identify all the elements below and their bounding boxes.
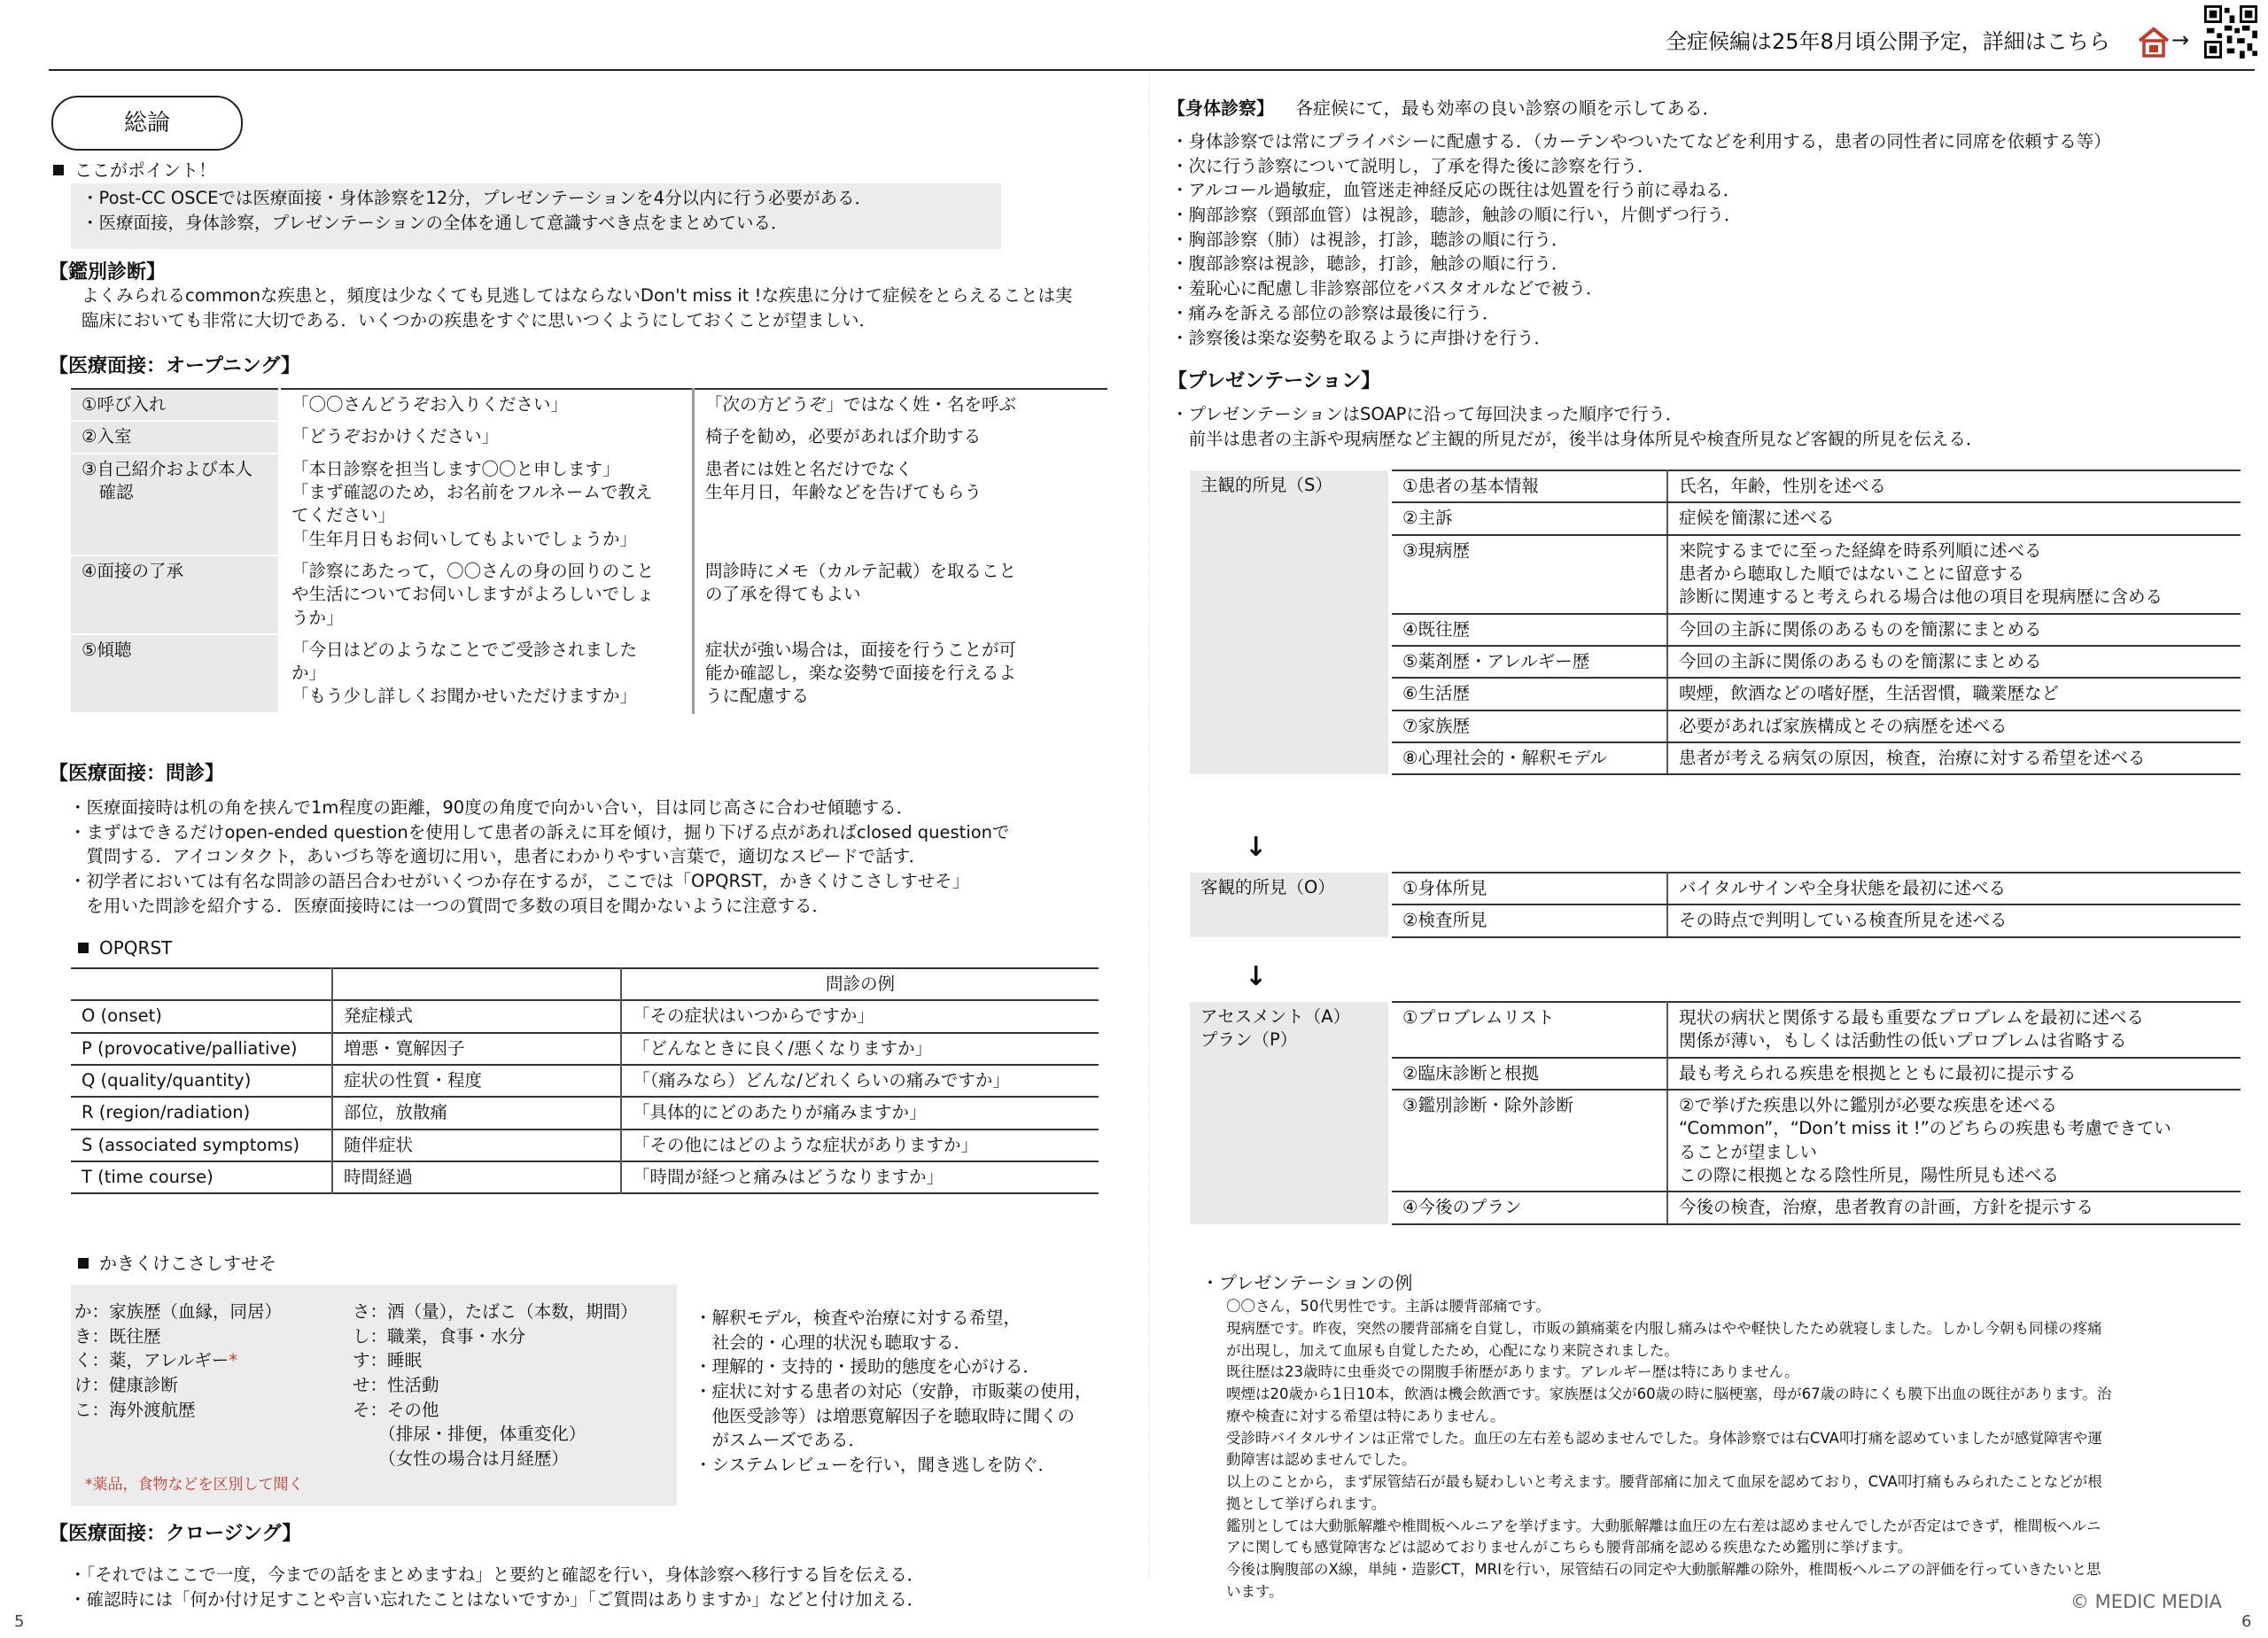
opening-phrase-line: 「どうぞおかけください」 bbox=[291, 426, 500, 447]
opening-note-line: 患者には姓と名だけでなく bbox=[705, 458, 913, 479]
opqrst-cell: 「時間が経つと痛みはどうなりますか」 bbox=[633, 1166, 944, 1187]
soap-desc bbox=[1667, 646, 2241, 678]
opqrst-cell: 増悪・寛解因子 bbox=[332, 1033, 621, 1065]
soap-desc-line: 患者が考える病気の原因，検査，治療に対する希望を述べる bbox=[1679, 747, 2146, 768]
kakiku-heading: かきくけこさしすせそ bbox=[78, 1251, 276, 1276]
opening-row bbox=[71, 421, 1107, 453]
opening-phrase-line: 「今日はどのようなことでご受診されました bbox=[291, 639, 638, 660]
page-number-left: 5 bbox=[14, 1612, 25, 1631]
opening-note bbox=[694, 421, 1108, 453]
opqrst-cell: 発症様式 bbox=[332, 1000, 621, 1032]
closing-text: ・「それではここで一度，今までの話をまとめますね」と要約と確認を行い，身体診察へ移行する旨を伝える． ・確認時には「何か付け足すことや言い忘れたことはないですか」「ご質問はありますか」などと付け加える． bbox=[69, 1564, 925, 1610]
opening-note bbox=[694, 389, 1108, 421]
opqrst-header-row bbox=[71, 968, 1099, 1000]
opening-phrase-line: 「もう少し詳しくお聞かせいただけますか」 bbox=[291, 686, 638, 707]
soap-desc bbox=[1667, 678, 2241, 710]
copyright: © MEDIC MEDIA bbox=[2070, 1591, 2222, 1612]
opqrst-cell: 「その症状はいつからですか」 bbox=[633, 1005, 874, 1027]
opening-note bbox=[694, 634, 1108, 713]
opening-phrase-line: うか」 bbox=[291, 607, 344, 628]
soap-objective-label bbox=[1190, 873, 1390, 937]
soap-desc-line: 必要があれば家族構成とその病歴を述べる bbox=[1679, 715, 2008, 736]
opqrst-cell: 「（痛みなら）どんな/どれくらいの痛みですか」 bbox=[633, 1069, 1010, 1091]
book-house-icon[interactable] bbox=[2137, 27, 2171, 58]
soap-item bbox=[1390, 1090, 1667, 1192]
opqrst-cell: R (region/radiation) bbox=[71, 1097, 332, 1129]
soap-desc bbox=[1667, 502, 2241, 534]
opqrst-row bbox=[71, 1161, 1099, 1193]
presentation-text: ・プレゼンテーションはSOAPに沿って毎回決まった順序で行う． 前半は患者の主訴や現病歴など主観的所見だが，後半は身体所見や検査所見など客観的所見を伝える． bbox=[1171, 404, 1984, 449]
soap-desc bbox=[1667, 873, 2241, 904]
soap-item-line: ①身体所見 bbox=[1402, 878, 1487, 898]
opqrst-row bbox=[71, 1033, 1099, 1065]
example-line: 動障害は認めませんでした。 bbox=[1226, 1451, 1417, 1469]
example-line: 鑑別としては大動脈解離や椎間板ヘルニアを挙げます。大動脈解離は血圧の左右差は認めませんでしたが否定はできず，椎間板ヘルニ bbox=[1226, 1517, 2101, 1534]
opqrst-cell: S (associated symptoms) bbox=[71, 1130, 332, 1161]
example-line: 療や検査に対する希望は特にありません。 bbox=[1226, 1407, 1505, 1425]
ddx-text: よくみられるcommonな疾患と，頻度は少なくても見逃してはならないDon't miss it !な疾患に分けて症候をとらえることは実 臨床においても非常に大切である．いくつかの疾患をすぐに思いつくようにしておくことが望ましい． bbox=[82, 285, 1073, 330]
example-line: 拠として挙げられます。 bbox=[1226, 1494, 1386, 1512]
arrow-down-icon: ↓ bbox=[1245, 832, 1268, 863]
section-pill: 総論 bbox=[51, 96, 243, 151]
opening-step bbox=[71, 454, 280, 555]
opening-row bbox=[71, 555, 1107, 634]
opqrst-table bbox=[71, 967, 1099, 1194]
soap-item-line: ⑤薬剤歴・アレルギー歴 bbox=[1402, 650, 1590, 672]
opening-step-line: ⑤傾聴 bbox=[82, 639, 132, 660]
example-line: 喫煙は20歳から1日10本，飲酒は機会飲酒です。家族歴は父が60歳の時に脳梗塞，母が67歳の時にくも膜下出血の既往があります。治 bbox=[1226, 1386, 2112, 1402]
soap-item bbox=[1390, 535, 1667, 614]
soap-desc bbox=[1667, 535, 2241, 614]
soap-item-line: ①プロブレムリスト bbox=[1402, 1007, 1555, 1028]
point-lines: ・Post-CC OSCEでは医療面接・身体診察を12分，プレゼンテーションを4分以内に行う必要がある． ・医療面接，身体診察，プレゼンテーションの全体を通して意識すべき点をまとめている． bbox=[82, 188, 873, 233]
opening-row bbox=[71, 454, 1107, 555]
soap-desc-line: 関係が薄い，もしくは活動性の低いプロブレムは省略する bbox=[1679, 1030, 2127, 1052]
soap-row bbox=[1190, 470, 2241, 502]
opqrst-cell: 随伴症状 bbox=[332, 1130, 621, 1161]
soap-item bbox=[1390, 678, 1667, 710]
opening-step bbox=[71, 389, 280, 421]
soap-subjective-label-line: 主観的所見（S） bbox=[1200, 475, 1332, 495]
example-line: 現病歴です。昨夜，突然の腰背部痛を自覚し，市販の鎮痛薬を内服し痛みはやや軽快したため就寝しました。しかし今朝も同様の疼痛 bbox=[1226, 1319, 2102, 1337]
opqrst-cell: 「その他にはどのような症状がありますか」 bbox=[633, 1134, 979, 1155]
soap-desc-line: 氏名，年齢，性別を述べる bbox=[1679, 476, 1887, 496]
soap-item-line: ③鑑別診断・除外診断 bbox=[1402, 1094, 1573, 1115]
soap-desc-line: 診断に関連すると考えられる場合は他の項目を現病歴に含める bbox=[1679, 586, 2163, 608]
opqrst-row bbox=[71, 1065, 1099, 1097]
soap-desc-line: 今後の検査，治療，患者教育の計画，方針を提示する bbox=[1679, 1197, 2094, 1218]
opqrst-heading: OPQRST bbox=[78, 935, 172, 960]
soap-item bbox=[1390, 710, 1667, 742]
soap-desc-line: 今回の主訴に関係のあるものを簡潔にまとめる bbox=[1679, 618, 2042, 640]
soap-desc-line: その時点で判明している検査所見を述べる bbox=[1679, 910, 2008, 931]
soap-item-line: ②検査所見 bbox=[1402, 910, 1487, 931]
opening-note bbox=[694, 555, 1108, 634]
soap-objective-table bbox=[1190, 872, 2241, 938]
point-heading: ここがポイント！ bbox=[53, 158, 216, 182]
soap-desc-line: この際に根拠となる陰性所見，陽性所見も述べる bbox=[1679, 1164, 2060, 1185]
opqrst-cell: 症状の性質・程度 bbox=[332, 1065, 621, 1097]
opening-note-line: 問診時にメモ（カルテ記載）を取ること bbox=[705, 560, 1017, 581]
opqrst-cell: 「具体的にどのあたりが痛みますか」 bbox=[633, 1102, 927, 1123]
opening-note-line: 症状が強い場合は，面接を行うことが可 bbox=[705, 639, 1017, 660]
opqrst-cell: P (provocative/palliative) bbox=[71, 1033, 332, 1065]
soap-desc bbox=[1667, 710, 2241, 742]
soap-assessment-label-line: アセスメント（A） bbox=[1200, 1006, 1351, 1027]
soap-item-line: ⑦家族歴 bbox=[1402, 715, 1470, 736]
example-line: 既往歴は23歳時に虫垂炎での開腹手術歴があります。アレルギー歴は特にありません。 bbox=[1226, 1363, 1799, 1381]
closing-heading: 【医療面接：クロージング】 bbox=[49, 1523, 302, 1545]
example-heading: ・プレゼンテーションの例 bbox=[1201, 1272, 1413, 1293]
soap-desc-line: 今回の主訴に関係のあるものを簡潔にまとめる bbox=[1679, 650, 2042, 672]
soap-row bbox=[1190, 873, 2241, 904]
opqrst-row bbox=[71, 1130, 1099, 1161]
opening-phrase-line: 「診察にあたって，〇〇さんの身の回りのこと bbox=[291, 560, 655, 581]
example-line: 受診時バイタルサインは正常でした。血圧の左右差も認めませんでした。身体診察では右CVA叩打痛を認めていましたが感覚障害や運 bbox=[1226, 1429, 2102, 1447]
soap-assessment-table bbox=[1190, 1001, 2241, 1225]
exam-text: ・身体診察では常にプライバシーに配慮する．（カーテンやついたてなどを利用する，患者の同性者に同席を依頼する等） ・次に行う診察について説明し，了承を得た後に診察を行う． ・アルコール過敏症，血管迷走神経反応の既往は処置を行う前に尋ねる． ・胸部診察（頸部血管）は視診，聴診，触診の順に行い，片側ずつ行う． ・胸部診察（肺）は視診，打診，聴診の順に行う． ・腹部診察は視診，聴診，打診，触診の順に行う． ・羞恥心に配慮し非診察部位をバスタオルなどで被う． ・痛みを訴える部位の診察は最後に行う． ・診察後は楽な姿勢を取るように声掛けを行う． bbox=[1171, 131, 2111, 348]
soap-item bbox=[1390, 614, 1667, 646]
soap-item-line: ①患者の基本情報 bbox=[1402, 476, 1539, 496]
ddx-heading: 【鑑別診断】 bbox=[49, 261, 167, 283]
soap-desc-line: バイタルサインや全身状態を最初に述べる bbox=[1679, 878, 2007, 898]
kakiku-note: *薬品，食物などを区別して聞く bbox=[85, 1476, 304, 1494]
opening-note bbox=[694, 454, 1108, 555]
opqrst-cell: 部位，放散痛 bbox=[332, 1097, 621, 1129]
opqrst-cell: T (time course) bbox=[71, 1161, 332, 1193]
opening-row bbox=[71, 389, 1107, 421]
opening-table bbox=[71, 388, 1107, 714]
soap-desc bbox=[1667, 1058, 2241, 1090]
opqrst-cell: 時間経過 bbox=[332, 1161, 621, 1193]
example-line: 今後は胸腹部のX線，単純・造影CT，MRIを行い，尿管結石の同定や大動脈解離の除外，椎間板ヘルニアの評価を行っていきたいと思 bbox=[1226, 1561, 2101, 1578]
opening-note-line: 椅子を勧め，必要があれば介助する bbox=[705, 426, 982, 447]
soap-desc-line: 症候を簡潔に述べる bbox=[1679, 508, 1835, 529]
opening-row bbox=[71, 634, 1107, 713]
soap-item-line: ⑧心理社会的・解釈モデル bbox=[1402, 747, 1608, 768]
soap-desc-line: 現状の病状と関係する最も重要なプロブレムを最初に述べる bbox=[1679, 1007, 2144, 1028]
soap-item-line: ⑥生活歴 bbox=[1402, 683, 1470, 704]
soap-desc-line: ②で挙げた疾患以外に鑑別が必要な疾患を述べる bbox=[1679, 1094, 2057, 1115]
opening-step bbox=[71, 634, 280, 713]
page-number-right: 6 bbox=[2241, 1612, 2252, 1631]
presentation-heading: 【プレゼンテーション】 bbox=[1168, 370, 1381, 392]
soap-assessment-label-line: プラン（P） bbox=[1200, 1029, 1298, 1051]
soap-item bbox=[1390, 470, 1667, 502]
opening-phrase-line: や生活についてお伺いしますがよろしいでしょ bbox=[291, 584, 655, 605]
soap-desc bbox=[1667, 614, 2241, 646]
soap-desc-line: “Common”，“Don’t miss it !”のどちらの疾患も考慮できてい bbox=[1679, 1118, 2171, 1139]
header-rule bbox=[49, 69, 2255, 71]
opqrst-header: 問診の例 bbox=[825, 974, 895, 994]
opening-phrase-line: 「本日診察を担当します〇〇と申します」 bbox=[291, 458, 620, 479]
opening-step bbox=[71, 555, 280, 634]
soap-subjective-label bbox=[1190, 470, 1390, 774]
opqrst-cell: Q (quality/quantity) bbox=[71, 1065, 332, 1097]
soap-item bbox=[1390, 742, 1667, 774]
soap-desc bbox=[1667, 1192, 2241, 1223]
soap-item bbox=[1390, 646, 1667, 678]
opening-step-line: ①呼び入れ bbox=[82, 394, 167, 415]
opqrst-header-blank bbox=[71, 968, 332, 1000]
opqrst-row bbox=[71, 1097, 1099, 1129]
soap-item bbox=[1390, 1002, 1667, 1058]
soap-objective-label-line: 客観的所見（O） bbox=[1200, 877, 1335, 897]
soap-item bbox=[1390, 502, 1667, 534]
interview-tips: ・解釈モデル，検査や治療に対する希望， 社会的・心理的状況も聴取する． ・理解的・支持的・援助的態度を心がける． ・症状に対する患者の対応（安静，市販薬の使用， 他医受診等）は増悪寛解因子を聴取時に聞くの がスムーズである． ・システムレビューを行い，聞き逃しを防ぐ． bbox=[695, 1308, 1092, 1476]
soap-item-line: ④今後のプラン bbox=[1402, 1197, 1522, 1218]
opening-step-line: ④面接の了承 bbox=[82, 560, 183, 581]
opening-note-line: の了承を得てもよい bbox=[705, 584, 861, 605]
opening-phrase-line: てください」 bbox=[291, 505, 396, 526]
opening-phrase-line: 「まず確認のため，お名前をフルネームで教え bbox=[291, 481, 653, 502]
soap-item-line: ③現病歴 bbox=[1402, 540, 1470, 561]
interview-text: ・医療面接時は机の角を挟んで1m程度の距離，90度の角度で向かい合い，目は同じ高さに合わせ傾聴する． ・まずはできるだけopen-ended questionを使用して患者の訴えに耳を傾け，掘り下げる点があればclosed questionで 質問する．アイコンタクト，あいづち等を適切に用い，患者にわかりやすい言葉で，適切なスピードで話す． ・初学者においては有名な問診の語呂合わせがいくつか存在するが，ここでは「OPQRST，かきくけこさしすせそ」 を用いた問診を紹介する．医療面接時には一つの質問で多数の項目を聞かないように注意する． bbox=[69, 797, 1010, 916]
soap-item-line: ②主訴 bbox=[1402, 508, 1453, 529]
opening-heading: 【医療面接：オープニング】 bbox=[49, 355, 301, 377]
opening-phrase bbox=[280, 454, 694, 555]
opening-step-line: ③自己紹介および本人 bbox=[82, 458, 252, 479]
opqrst-row bbox=[71, 1000, 1099, 1032]
kakiku-right: さ：酒（量），たばこ（本数，期間） し：職業，食事・水分 す：睡眠 せ：性活動 そ：その他 （排尿・排便，体重変化） （女性の場合は月経歴） bbox=[353, 1301, 638, 1470]
soap-desc-line: 来院するまでに至った経緯を時系列順に述べる bbox=[1679, 540, 2042, 561]
opening-note-line: うに配慮する bbox=[705, 686, 810, 707]
page-divider bbox=[1148, 74, 1149, 1580]
presentation-example bbox=[1226, 1296, 2111, 1603]
example-line: 〇〇さん，50代男性です。主訴は腰背部痛です。 bbox=[1226, 1298, 1550, 1315]
soap-desc bbox=[1667, 470, 2241, 502]
interview-heading: 【医療面接：問診】 bbox=[49, 763, 225, 785]
soap-subjective-table bbox=[1190, 470, 2241, 775]
notice-arrow: → bbox=[2171, 27, 2190, 52]
soap-desc-line: ることが望ましい bbox=[1679, 1141, 1818, 1162]
qr-code-icon[interactable] bbox=[2204, 5, 2257, 58]
opening-step bbox=[71, 421, 280, 453]
soap-item-line: ②臨床診断と根拠 bbox=[1402, 1062, 1539, 1083]
opening-step-line: ②入室 bbox=[82, 426, 132, 447]
example-line: アに関しても感覚障害などは認めておりませんがこちらも腰背部痛を認める疾患なため鑑別に挙げます。 bbox=[1226, 1539, 1913, 1556]
opening-phrase bbox=[280, 389, 694, 421]
soap-item bbox=[1390, 904, 1667, 936]
opqrst-header-blank bbox=[332, 968, 621, 1000]
soap-item bbox=[1390, 1058, 1667, 1090]
opening-note-line: 「次の方どうぞ」ではなく姓・名を呼ぶ bbox=[705, 394, 1017, 415]
soap-item-line: ④既往歴 bbox=[1402, 618, 1470, 640]
soap-desc-line: 喫煙，飲酒などの嗜好歴，生活習慣，職業歴など bbox=[1679, 683, 2060, 704]
opening-phrase-line: 「生年月日もお伺いしてもよいでしょうか」 bbox=[291, 528, 638, 549]
opening-phrase-line: か」 bbox=[291, 663, 327, 684]
soap-desc bbox=[1667, 904, 2241, 936]
soap-item bbox=[1390, 873, 1667, 904]
opening-note-line: 生年月日，年齢などを告げてもらう bbox=[705, 481, 983, 502]
soap-desc bbox=[1667, 1090, 2241, 1192]
opqrst-cell: 「どんなときに良く/悪くなりますか」 bbox=[633, 1037, 933, 1059]
exam-heading-line: 【身体診察】 各症候にて，最も効率の良い診察の順を示してある． bbox=[1168, 97, 1720, 119]
release-notice[interactable]: 全症候編は25年8月頃公開予定，詳細はこちら bbox=[1666, 29, 2110, 54]
opening-phrase bbox=[280, 634, 694, 713]
kakiku-left: か：家族歴（血縁，同居） き：既往歴 く：薬，アレルギー* け：健康診断 こ：海外渡航歴 bbox=[74, 1301, 283, 1420]
soap-row bbox=[1190, 1002, 2241, 1058]
opening-phrase bbox=[280, 555, 694, 634]
soap-item bbox=[1390, 1192, 1667, 1223]
example-line: 以上のことから，まず尿管結石が最も疑わしいと考えます。腰背部痛に加えて血尿を認めており，CVA叩打痛もみられたことなどが根 bbox=[1226, 1473, 2102, 1490]
soap-assessment-label bbox=[1190, 1002, 1390, 1224]
example-line: います。 bbox=[1226, 1582, 1284, 1600]
example-line: が出現し，加えて血尿も自覚したため，心配になり来院されました。 bbox=[1226, 1341, 1679, 1359]
soap-desc-line: 最も考えられる疾患を根拠とともに最初に提示する bbox=[1679, 1062, 2077, 1083]
soap-desc bbox=[1667, 1002, 2241, 1058]
soap-desc bbox=[1667, 742, 2241, 774]
opqrst-cell: O (onset) bbox=[71, 1000, 332, 1032]
opening-phrase-line: 「〇〇さんどうぞお入りください」 bbox=[291, 394, 569, 415]
opening-note-line: 能か確認し，楽な姿勢で面接を行えるよ bbox=[705, 663, 1017, 684]
opening-phrase bbox=[280, 421, 694, 453]
soap-desc-line: 患者から聴取した順ではないことに留意する bbox=[1679, 563, 2025, 584]
arrow-down-icon-2: ↓ bbox=[1245, 961, 1268, 992]
opening-step-line: 確認 bbox=[82, 481, 134, 502]
